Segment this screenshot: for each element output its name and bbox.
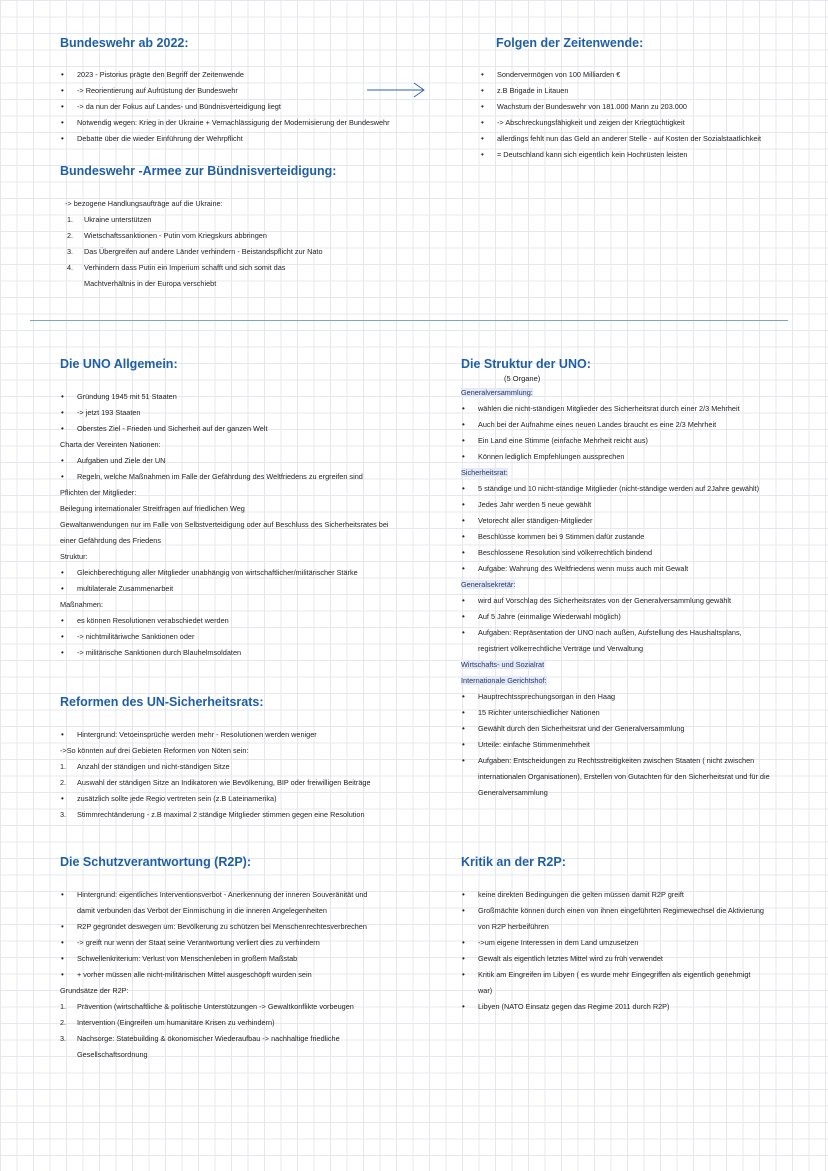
- section-divider: [30, 320, 788, 321]
- list-item: • zusätzlich sollte jede Regio vertreten sein (z.B Lateinamerika): [60, 791, 371, 807]
- list-item-continuation: von R2P herbeiführen: [478, 922, 549, 931]
- list-item: 3. Nachsorge: Statebuilding & ökonomischer Wiederaufbau -> nachhaltige friedliche: [60, 1034, 340, 1043]
- list-item: Beilegung internationaler Streitfragen auf friedlichen Weg: [60, 504, 245, 513]
- list-item: • 5 ständige und 10 nicht-ständige Mitglieder (nicht-ständige werden auf 2Jahre gewählt): [461, 481, 770, 497]
- bullet-list: [480, 67, 761, 163]
- list-item: • Ein Land eine Stimme (einfache Mehrheit reicht aus): [461, 433, 770, 449]
- list-item: • Wachstum der Bundeswehr von 181.000 Mann zu 203.000: [480, 99, 761, 115]
- list-item: • Gründung 1945 mit 51 Staaten: [60, 389, 389, 405]
- bullet-list: [60, 389, 389, 661]
- section-title: Die Schutzverantwortung (R2P):: [60, 855, 251, 869]
- list-item: Gewaltanwendungen nur im Falle von Selbstverteidigung oder auf Beschluss des Sicherheitsrates bei: [60, 520, 389, 529]
- section-title: Kritik an der R2P:: [461, 855, 566, 869]
- list-item: • Aufgaben: Repräsentation der UNO nach außen, Aufstellung des Haushaltsplans,: [461, 625, 770, 641]
- section-title: Bundeswehr ab 2022:: [60, 36, 189, 50]
- list-item: • Aufgaben: Entscheidungen zu Rechtsstreitigkeiten zwischen Staaten ( nicht zwischen: [461, 753, 770, 769]
- list-item: • Beschlüsse kommen bei 9 Stimmen dafür zustande: [461, 529, 770, 545]
- list-item: 3. Stimmrechtänderung - z.B maximal 2 ständige Mitglieder stimmen gegen eine Resolution: [60, 810, 365, 819]
- section-title: Die Struktur der UNO:: [461, 357, 591, 371]
- list-heading: Generalsekretär:: [461, 580, 516, 589]
- list-heading: Struktur:: [60, 552, 88, 561]
- list-heading: Maßnahmen:: [60, 600, 103, 609]
- list-item: • -> Abschreckungsfähigkeit und zeigen der Kriegtüchtigkeit: [480, 115, 761, 131]
- list-item: • Hintergrund: eigentliches Interventionsverbot - Anerkennung der inneren Souveränität und: [60, 887, 367, 903]
- section-schutzverantwortung: [60, 854, 367, 1063]
- list-item: • Libyen (NATO Einsatz gegen das Regime 2011 durch R2P): [461, 999, 764, 1015]
- bullet-list: [60, 67, 390, 147]
- list-item: • ->um eigene Interessen in dem Land umzusetzen: [461, 935, 764, 951]
- list-item: • 2023 - Pistorius prägte den Begriff der Zeitenwende: [60, 67, 390, 83]
- list-item: • -> greift nur wenn der Staat seine Verantwortung verliert dies zu verhindern: [60, 935, 367, 951]
- list-item: • keine direkten Bedingungen die gelten müssen damit R2P greift: [461, 887, 764, 903]
- bullet-list: [60, 887, 367, 1063]
- list-item: • -> jetzt 193 Staaten: [60, 405, 389, 421]
- list-item: • -> nichtmilitäriwche Sanktionen oder: [60, 629, 389, 645]
- list-item-continuation: Gesellschaftsordnung: [77, 1050, 148, 1059]
- numbered-list: [60, 196, 336, 292]
- bullet-list: [60, 727, 371, 823]
- list-item: • Großmächte können durch einen von ihnen eingeführten Regimewechsel die Aktivierung: [461, 903, 764, 919]
- list-item-continuation: Generalversammlung: [478, 788, 548, 797]
- bullet-list: [461, 385, 770, 801]
- list-item: • Regeln, welche Maßnahmen im Falle der Gefährdung des Weltfriedens zu ergreifen sind: [60, 469, 389, 485]
- list-item: • Beschlossene Resolution sind völkerrechtlich bindend: [461, 545, 770, 561]
- list-item: 1. Anzahl der ständigen und nicht-ständigen Sitze: [60, 762, 230, 771]
- list-item: • Gewalt als eigentlich letztes Mittel wird zu früh verwendet: [461, 951, 764, 967]
- list-item-continuation: registriert völkerrechtliche Verträge und Verwaltung: [478, 644, 644, 653]
- list-heading: Sicherheitsrat:: [461, 468, 508, 477]
- list-item: • Können lediglich Empfehlungen aussprechen: [461, 449, 770, 465]
- list-item: • wird auf Vorschlag des Sicherheitsrates von der Generalversammlung gewählt: [461, 593, 770, 609]
- list-item: • Schwellenkriterium: Verlust von Menschenleben in großem Maßstab: [60, 951, 367, 967]
- list-item: • + vorher müssen alle nicht-militärischen Mittel ausgeschöpft wurden sein: [60, 967, 367, 983]
- list-item: • multilaterale Zusammenarbeit: [60, 581, 389, 597]
- section-buendnisverteidigung: [60, 163, 336, 292]
- list-item: • Aufgabe: Wahrung des Weltfriedens wenn muss auch mit Gewalt: [461, 561, 770, 577]
- section-title: Die UNO Allgemein:: [60, 357, 178, 371]
- list-item: • Hintergrund: Vetoeinsprüche werden mehr - Resolutionen werden weniger: [60, 727, 371, 743]
- list-heading: Grundsätze der R2P:: [60, 986, 129, 995]
- list-item: • Hauptrechtssprechungsorgan in den Haag: [461, 689, 770, 705]
- list-item: • R2P gegründet deswegen um: Bevölkerung zu schützen bei Menschenrechtesverbrechen: [60, 919, 367, 935]
- list-item-continuation: internationalen Organisationen), Erstellen von Gutachten für den Sicherheitsrat und für die: [478, 772, 770, 781]
- list-item: • Auch bei der Aufnahme eines neuen Landes braucht es eine 2/3 Mehrheit: [461, 417, 770, 433]
- section-title: Folgen der Zeitenwende:: [496, 36, 644, 50]
- list-item: • -> militärische Sanktionen durch Blauhelmsoldaten: [60, 645, 389, 661]
- list-item-continuation: war): [478, 986, 493, 995]
- arrow-right-icon: [366, 81, 428, 99]
- list-heading: Pflichten der Mitglieder:: [60, 488, 137, 497]
- list-item: • Aufgaben und Ziele der UN: [60, 453, 389, 469]
- list-heading: Internationale Gerichtshof:: [461, 676, 547, 685]
- list-item-continuation: Machtverhältnis in der Europa verschiebt: [84, 279, 217, 288]
- section-title: Reformen des UN-Sicherheitsrats:: [60, 695, 264, 709]
- section-title: Bundeswehr -Armee zur Bündnisverteidigung:: [60, 164, 337, 178]
- list-item: 2. Auswahl der ständigen Sitze an Indikatoren wie Bevölkerung, BIP oder freiwilligen Beiträge: [60, 778, 371, 787]
- list-item: • Kritik am Eingreifen im Libyen ( es wurde mehr Eingegriffen als eigentlich genehmigt: [461, 967, 764, 983]
- section-reformen-sicherheitsrat: [60, 694, 371, 823]
- list-item: • Gleichberechtigung aller Mitglieder unabhängig von wirtschaftlicher/militärischer Stärke: [60, 565, 389, 581]
- list-item: 3. Das Übergreifen auf andere Länder verhindern - Beistandspflicht zur Nato: [67, 247, 323, 256]
- list-item: • -> da nun der Fokus auf Landes- und Bündnisverteidigung liegt: [60, 99, 390, 115]
- list-item: • Sondervermögen von 100 Milliarden €: [480, 67, 761, 83]
- list-item: 2. Wietschaftssanktionen - Putin vom Kriegskurs abbringen: [67, 231, 267, 240]
- list-item: • Notwendig wegen: Krieg in der Ukraine + Vernachlässigung der Modernisierung der Bundeswehr: [60, 115, 390, 131]
- list-item: 1. Ukraine unterstützen: [67, 215, 152, 224]
- list-intro: -> bezogene Handlungsaufträge auf die Ukraine:: [65, 199, 223, 208]
- list-item: • es können Resolutionen verabschiedet werden: [60, 613, 389, 629]
- list-heading: Charta der Vereinten Nationen:: [60, 440, 161, 449]
- section-kritik-r2p: [461, 854, 764, 1015]
- list-item: • Debatte über die wieder Einführung der Wehrpflicht: [60, 131, 390, 147]
- list-item-continuation: damit verbunden das Verbot der Einmischung in die inneren Angelegenheiten: [77, 906, 327, 915]
- section-subtitle: (5 Organe): [504, 374, 541, 383]
- list-item: • allerdings fehlt nun das Geld an anderer Stelle - auf Kosten der Sozialstaatlichkeit: [480, 131, 761, 147]
- list-item: • Oberstes Ziel - Frieden und Sicherheit auf der ganzen Welt: [60, 421, 389, 437]
- list-item: 2. Intervention (Eingreifen um humanitäre Krisen zu verhindern): [60, 1018, 275, 1027]
- section-bundeswehr-2022: [60, 35, 390, 147]
- list-item: • Gewählt durch den Sicherheitsrat und der Generalversammlung: [461, 721, 770, 737]
- list-item: • 15 Richter unterschiedlicher Nationen: [461, 705, 770, 721]
- list-item: • -> Reorientierung auf Aufrüstung der Bundeswehr: [60, 83, 390, 99]
- list-item: ->So könnten auf drei Gebieten Reformen von Nöten sein:: [60, 746, 249, 755]
- list-item: 4. Verhindern dass Putin ein Imperium schafft und sich somit das: [67, 263, 286, 272]
- section-folgen-zeitenwende: [480, 35, 761, 163]
- list-item: • wählen die nicht-ständigen Mitglieder des Sicherheitsrat durch einer 2/3 Mehrheit: [461, 401, 770, 417]
- bullet-list: [461, 887, 764, 1015]
- list-item: einer Gefährdung des Friedens: [60, 536, 162, 545]
- list-item: • Auf 5 Jahre (einmalige Wiederwahl möglich): [461, 609, 770, 625]
- list-item: • Jedes Jahr werden 5 neue gewählt: [461, 497, 770, 513]
- list-item: • = Deutschland kann sich eigentlich kein Hochrüsten leisten: [480, 147, 761, 163]
- list-heading: Generalversammlung:: [461, 388, 533, 397]
- list-item: • z.B Brigade in Litauen: [480, 83, 761, 99]
- list-item: • Vetorecht aller ständigen-Mitglieder: [461, 513, 770, 529]
- list-item: 1. Prävention (wirtschaftliche & politische Unterstützungen -> Gewaltkonflikte vorbeugen: [60, 1002, 354, 1011]
- section-struktur-uno: [461, 356, 770, 801]
- list-item: • Urteile: einfache Stimmenmehrheit: [461, 737, 770, 753]
- section-uno-allgemein: [60, 356, 389, 661]
- list-heading: Wirtschafts- und Sozialrat: [461, 660, 545, 669]
